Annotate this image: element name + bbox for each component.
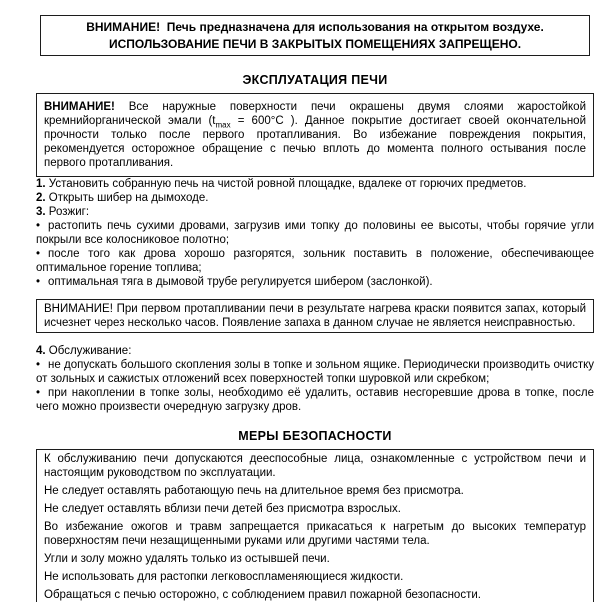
safety-rule-6: Не использовать для растопки легковоспламеняющиеся жидкости. (44, 571, 404, 583)
smell-warning-text: ВНИМАНИЕ! При первом протапливании печи в результате нагрева краски появится запах, который исчезнет через несколько часов. Появление запаха в данном случае не является неисправностью. (44, 303, 586, 329)
bullet-text: растопить печь сухими дровами, загрузив ими топку до половины ее высоты, чтобы горячие угли покрыли все колосниковое полотно; (36, 220, 594, 246)
bullet-text: не допускать большого скопления золы в топке и зольном ящике. Периодически производить очистку от зольных и сажистых отложений всех поверхностей топки шуровкой или скребком; (36, 359, 594, 385)
ignition-bullet-2 (36, 247, 594, 275)
step-item-4 (36, 344, 594, 358)
bullet-marker: • (36, 248, 41, 260)
maintenance-bullet-2 (36, 386, 594, 414)
step-text: Открыть шибер на дымоходе. (48, 192, 209, 204)
bullet-marker: • (36, 220, 41, 232)
bullet-marker: • (36, 359, 41, 371)
bullet-text: оптимальная тяга в дымовой трубе регулируется шибером (заслонкой). (48, 276, 433, 288)
safety-rule-5: Угли и золу можно удалять только из остывшей печи. (44, 553, 330, 565)
step-text: Обслуживание: (48, 345, 132, 357)
step-number: 4. (36, 345, 46, 357)
safety-heading: МЕРЫ БЕЗОПАСНОСТИ (238, 429, 392, 443)
enamel-warning-box (36, 93, 594, 177)
safety-rule-7: Обращаться с печью осторожно, с соблюдением правил пожарной безопасности. (44, 589, 481, 601)
bullet-marker: • (36, 387, 41, 399)
smell-warning-box (36, 299, 594, 333)
safety-rule-4: Во избежание ожогов и травм запрещается прикасаться к нагретым до высоких температур поверхностям печи незащищенными руками или другими частями тела. (44, 521, 586, 547)
step-text: Розжиг: (48, 206, 90, 218)
ignition-bullet-3 (36, 275, 594, 289)
enamel-warning-text (44, 100, 586, 170)
step-number: 3. (36, 206, 46, 218)
tmax-subscript: max (215, 120, 231, 130)
step-text: Установить собранную печь на чистой ровной площадке, вдалеке от горючих предметов. (48, 178, 527, 190)
maintenance-bullet-1 (36, 358, 594, 386)
safety-rule-3: Не следует оставлять вблизи печи детей без присмотра взрослых. (44, 503, 401, 515)
step-number: 2. (36, 192, 46, 204)
step-item-2 (36, 191, 594, 205)
top-warning-box (40, 15, 590, 56)
ignition-bullet-1 (36, 219, 594, 247)
bullet-text: после того как дрова хорошо разгорятся, зольник поставить в положение, обеспечивающее оптимальное горение топлива; (36, 248, 594, 274)
warning-label: ВНИМАНИЕ! (44, 101, 115, 113)
enamel-text-part2: = 600°C ). Данное покрытие достигает своей окончательной прочности только после первого протапливания. Во избежание повреждения покрытия, рекомендуется осторожное обращение с печью вплоть до момента полного остывания после первого протапливания. (44, 115, 586, 169)
step-number: 1. (36, 178, 46, 190)
top-warning-line-2: ИСПОЛЬЗОВАНИЕ ПЕЧИ В ЗАКРЫТЫХ ПОМЕЩЕНИЯХ ЗАПРЕЩЕНО. (108, 36, 522, 51)
step-item-3 (36, 205, 594, 219)
bullet-text: при накоплении в топке золы, необходимо её удалить, оставив несгоревшие дрова в топке, после чего можно произвести очередную загрузку дров. (36, 387, 594, 413)
enamel-text-part1: Все наружные поверхности печи окрашены двумя слоями жаростойкой кремнийорганической эмали (t (44, 101, 586, 127)
safety-rules-box (36, 449, 594, 602)
top-warning-line-1: ВНИМАНИЕ! Печь предназначена для использования на открытом воздухе. (86, 20, 544, 34)
safety-rule-2: Не следует оставлять работающую печь на длительное время без присмотра. (44, 485, 464, 497)
bullet-marker: • (36, 276, 41, 288)
operation-heading: ЭКСПЛУАТАЦИЯ ПЕЧИ (242, 73, 388, 87)
step-item-1 (36, 177, 594, 191)
safety-rule-1: К обслуживанию печи допускаются дееспособные лица, ознакомленные с устройством печи и настоящим руководством по эксплуатации. (44, 453, 586, 479)
